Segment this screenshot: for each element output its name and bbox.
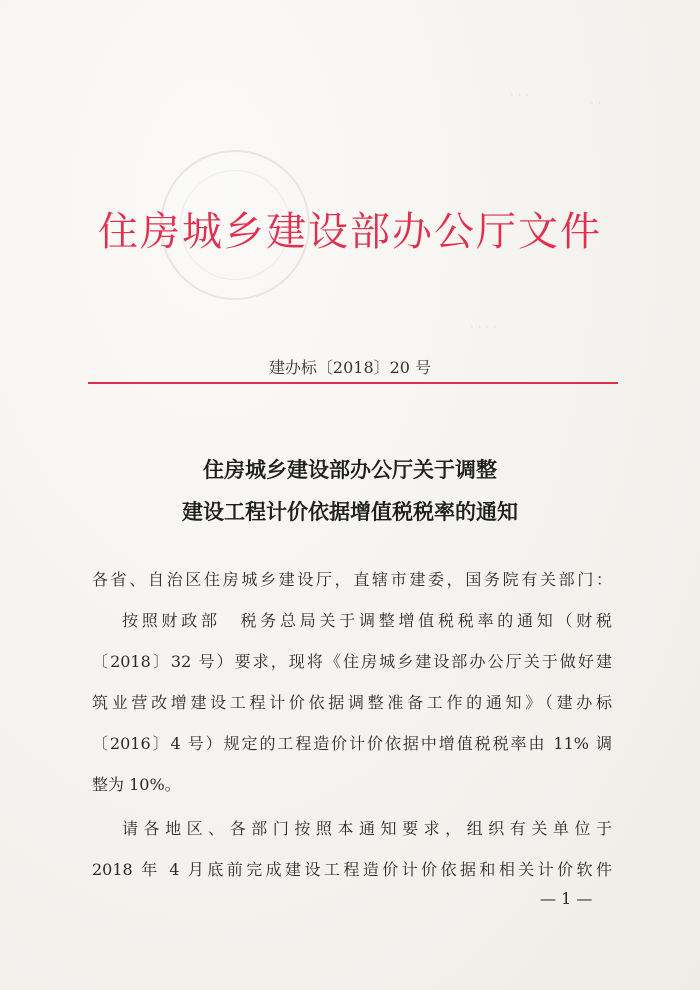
bleed-through-mark: · · · ·	[470, 320, 497, 334]
document-header-title: 住房城乡建设部办公厅文件	[98, 209, 602, 255]
body-line: 2018 年 4 月底前完成建设工程造价计价依据和相关计价软件	[92, 860, 612, 879]
body-line: 〔2016〕4 号）规定的工程造价计价依据中增值税税率由 11% 调	[92, 734, 612, 753]
bleed-through-mark: · ·	[590, 96, 602, 110]
red-divider-line	[88, 382, 618, 384]
document-number: 建办标〔2018〕20 号	[268, 358, 432, 377]
body-line: 整为 10%。	[92, 775, 181, 794]
body-line: 〔2018〕32 号）要求，现将《住房城乡建设部办公厅关于做好建	[92, 652, 612, 671]
body-line: 筑业营改增建设工程计价依据调整准备工作的通知》（建办标	[92, 693, 612, 712]
body-line: 按照财政部 税务总局关于调整增值税税率的通知（财税	[122, 611, 612, 630]
bleed-through-mark: · · ·	[510, 88, 530, 102]
notice-title-line-2: 建设工程计价依据增值税税率的通知	[182, 500, 518, 524]
notice-title-line-1: 住房城乡建设部办公厅关于调整	[203, 458, 497, 482]
body-line: 请各地区、各部门按照本通知要求，组织有关单位于	[122, 819, 612, 838]
body-salutation: 各省、自治区住房城乡建设厅，直辖市建委，国务院有关部门：	[92, 570, 612, 589]
page-number: — 1 —	[540, 889, 593, 908]
